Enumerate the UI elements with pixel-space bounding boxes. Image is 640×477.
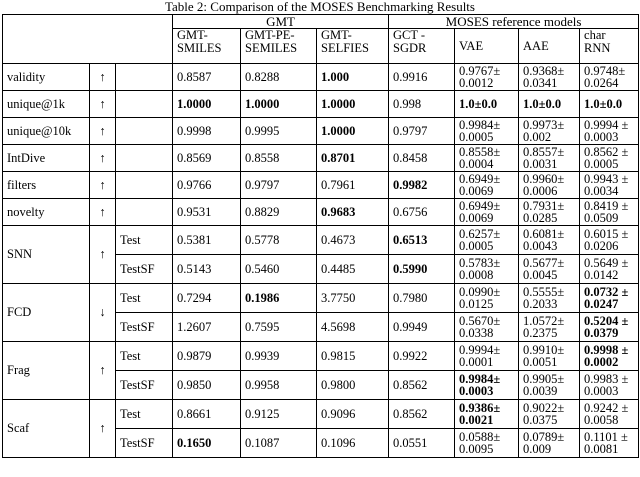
value-cell: 0.8701 — [317, 145, 389, 172]
table-row — [3, 64, 639, 91]
value-cell: 0.9850 — [173, 371, 241, 400]
direction-arrow: ↑ — [90, 64, 116, 91]
table-row — [3, 145, 639, 172]
value-cell: 0.9984± 0.0003 — [455, 371, 519, 400]
value-cell: 0.6949± 0.0069 — [455, 199, 519, 226]
value-cell: 3.7750 — [317, 284, 389, 313]
value-cell: 0.6081± 0.0043 — [519, 226, 580, 255]
value-cell: 0.1096 — [317, 429, 389, 458]
value-cell: 0.8587 — [173, 64, 241, 91]
test-set-label: Test — [116, 342, 173, 371]
value-cell: 0.6257± 0.0005 — [455, 226, 519, 255]
metric-label: SNN — [3, 226, 90, 284]
test-set-label — [116, 118, 173, 145]
column-header: GCT -SGDR — [389, 29, 455, 64]
table-row — [3, 91, 639, 118]
corner-cell — [3, 15, 173, 64]
table-row — [3, 400, 639, 429]
value-cell: 0.9386± 0.0021 — [455, 400, 519, 429]
value-cell: 0.9766 — [173, 172, 241, 199]
value-cell: 0.9767± 0.0012 — [455, 64, 519, 91]
value-cell: 0.9916 — [389, 64, 455, 91]
table-row — [3, 284, 639, 313]
value-cell: 0.9815 — [317, 342, 389, 371]
test-set-label — [116, 172, 173, 199]
table-row — [3, 226, 639, 255]
value-cell: 0.4485 — [317, 255, 389, 284]
value-cell: 0.9982 — [389, 172, 455, 199]
test-set-label: Test — [116, 226, 173, 255]
value-cell: 0.7961 — [317, 172, 389, 199]
test-set-label: Test — [116, 284, 173, 313]
value-cell: 0.8569 — [173, 145, 241, 172]
value-cell: 1.000 — [317, 64, 389, 91]
table-caption: Table 2: Comparison of the MOSES Benchmarking Results — [165, 0, 475, 14]
table-row — [3, 172, 639, 199]
value-cell: 0.9998 — [173, 118, 241, 145]
value-cell: 0.6513 — [389, 226, 455, 255]
value-cell: 0.9905± 0.0039 — [519, 371, 580, 400]
column-header: char RNN — [580, 29, 639, 64]
value-cell: 0.8557± 0.0031 — [519, 145, 580, 172]
value-cell: 4.5698 — [317, 313, 389, 342]
value-cell: 0.8562 — [389, 400, 455, 429]
direction-arrow: ↑ — [90, 145, 116, 172]
metric-label: FCD — [3, 284, 90, 342]
test-set-label — [116, 199, 173, 226]
value-cell: 0.5204 ± 0.0379 — [580, 313, 639, 342]
test-set-label: TestSF — [116, 429, 173, 458]
value-cell: 1.0000 — [317, 91, 389, 118]
value-cell: 0.8458 — [389, 145, 455, 172]
value-cell: 0.9994 ± 0.0003 — [580, 118, 639, 145]
column-header: GMT-SMILES — [173, 29, 241, 64]
value-cell: 0.0789± 0.009 — [519, 429, 580, 458]
value-cell: 0.5555± 0.2033 — [519, 284, 580, 313]
value-cell: 0.0551 — [389, 429, 455, 458]
value-cell: 0.9939 — [241, 342, 317, 371]
value-cell: 0.8419 ± 0.0509 — [580, 199, 639, 226]
value-cell: 0.8562 — [389, 371, 455, 400]
table-row — [3, 342, 639, 371]
value-cell: 1.2607 — [173, 313, 241, 342]
value-cell: 1.0000 — [241, 91, 317, 118]
metric-label: unique@1k — [3, 91, 90, 118]
value-cell: 0.998 — [389, 91, 455, 118]
value-cell: 1.0000 — [173, 91, 241, 118]
metric-label: filters — [3, 172, 90, 199]
group-header-gmt: GMT — [173, 15, 389, 29]
value-cell: 0.5990 — [389, 255, 455, 284]
test-set-label: Test — [116, 400, 173, 429]
value-cell: 0.5670± 0.0338 — [455, 313, 519, 342]
value-cell: 0.8562 ± 0.0005 — [580, 145, 639, 172]
value-cell: 0.9096 — [317, 400, 389, 429]
direction-arrow: ↑ — [90, 400, 116, 458]
value-cell: 0.8558± 0.0004 — [455, 145, 519, 172]
value-cell: 0.9125 — [241, 400, 317, 429]
test-set-label: TestSF — [116, 371, 173, 400]
value-cell: 0.9797 — [241, 172, 317, 199]
value-cell: 0.9879 — [173, 342, 241, 371]
value-cell: 0.6756 — [389, 199, 455, 226]
value-cell: 0.5381 — [173, 226, 241, 255]
direction-arrow: ↑ — [90, 199, 116, 226]
direction-arrow: ↑ — [90, 342, 116, 400]
metric-label: novelty — [3, 199, 90, 226]
value-cell: 0.9973± 0.002 — [519, 118, 580, 145]
value-cell: 0.5783± 0.0008 — [455, 255, 519, 284]
metric-label: IntDive — [3, 145, 90, 172]
value-cell: 0.9531 — [173, 199, 241, 226]
value-cell: 0.9943 ± 0.0034 — [580, 172, 639, 199]
value-cell: 0.9748± 0.0264 — [580, 64, 639, 91]
value-cell: 0.0732 ± 0.0247 — [580, 284, 639, 313]
value-cell: 1.0±0.0 — [519, 91, 580, 118]
value-cell: 0.6949± 0.0069 — [455, 172, 519, 199]
value-cell: 1.0572± 0.2375 — [519, 313, 580, 342]
value-cell: 0.5677± 0.0045 — [519, 255, 580, 284]
value-cell: 0.8829 — [241, 199, 317, 226]
value-cell: 0.5649 ± 0.0142 — [580, 255, 639, 284]
value-cell: 0.9368± 0.0341 — [519, 64, 580, 91]
value-cell: 0.9958 — [241, 371, 317, 400]
value-cell: 0.9922 — [389, 342, 455, 371]
value-cell: 0.8558 — [241, 145, 317, 172]
column-header: AAE — [519, 29, 580, 64]
value-cell: 1.0±0.0 — [580, 91, 639, 118]
value-cell: 0.7931± 0.0285 — [519, 199, 580, 226]
metric-label: Frag — [3, 342, 90, 400]
test-set-label: TestSF — [116, 313, 173, 342]
column-header: VAE — [455, 29, 519, 64]
value-cell: 0.5143 — [173, 255, 241, 284]
value-cell: 0.1101 ± 0.0081 — [580, 429, 639, 458]
direction-arrow: ↑ — [90, 118, 116, 145]
metric-label: validity — [3, 64, 90, 91]
value-cell: 0.0588± 0.0095 — [455, 429, 519, 458]
value-cell: 0.9949 — [389, 313, 455, 342]
value-cell: 0.7294 — [173, 284, 241, 313]
value-cell: 0.7980 — [389, 284, 455, 313]
value-cell: 0.9022± 0.0375 — [519, 400, 580, 429]
value-cell: 0.1986 — [241, 284, 317, 313]
moses-benchmark-table — [2, 14, 639, 458]
value-cell: 0.5460 — [241, 255, 317, 284]
value-cell: 0.5778 — [241, 226, 317, 255]
value-cell: 0.7595 — [241, 313, 317, 342]
value-cell: 1.0000 — [317, 118, 389, 145]
value-cell: 0.9242 ± 0.0058 — [580, 400, 639, 429]
value-cell: 0.6015 ± 0.0206 — [580, 226, 639, 255]
metric-label: Scaf — [3, 400, 90, 458]
value-cell: 0.9983 ± 0.0003 — [580, 371, 639, 400]
value-cell: 0.9960± 0.0006 — [519, 172, 580, 199]
table-row — [3, 199, 639, 226]
value-cell: 0.4673 — [317, 226, 389, 255]
value-cell: 1.0±0.0 — [455, 91, 519, 118]
column-header: GMT-SELFIES — [317, 29, 389, 64]
value-cell: 0.1650 — [173, 429, 241, 458]
direction-arrow: ↑ — [90, 172, 116, 199]
test-set-label: TestSF — [116, 255, 173, 284]
test-set-label — [116, 145, 173, 172]
metric-label: unique@10k — [3, 118, 90, 145]
value-cell: 0.9995 — [241, 118, 317, 145]
column-header: GMT-PE-SEMILES — [241, 29, 317, 64]
value-cell: 0.9910± 0.0051 — [519, 342, 580, 371]
value-cell: 0.9984± 0.0005 — [455, 118, 519, 145]
value-cell: 0.9797 — [389, 118, 455, 145]
value-cell: 0.1087 — [241, 429, 317, 458]
value-cell: 0.8288 — [241, 64, 317, 91]
direction-arrow: ↓ — [90, 284, 116, 342]
value-cell: 0.9994± 0.0001 — [455, 342, 519, 371]
value-cell: 0.9998 ± 0.0002 — [580, 342, 639, 371]
value-cell: 0.9683 — [317, 199, 389, 226]
group-header-moses: MOSES reference models — [389, 15, 639, 29]
value-cell: 0.0990± 0.0125 — [455, 284, 519, 313]
test-set-label — [116, 64, 173, 91]
value-cell: 0.9800 — [317, 371, 389, 400]
value-cell: 0.8661 — [173, 400, 241, 429]
test-set-label — [116, 91, 173, 118]
direction-arrow: ↑ — [90, 91, 116, 118]
direction-arrow: ↑ — [90, 226, 116, 284]
table-row — [3, 118, 639, 145]
